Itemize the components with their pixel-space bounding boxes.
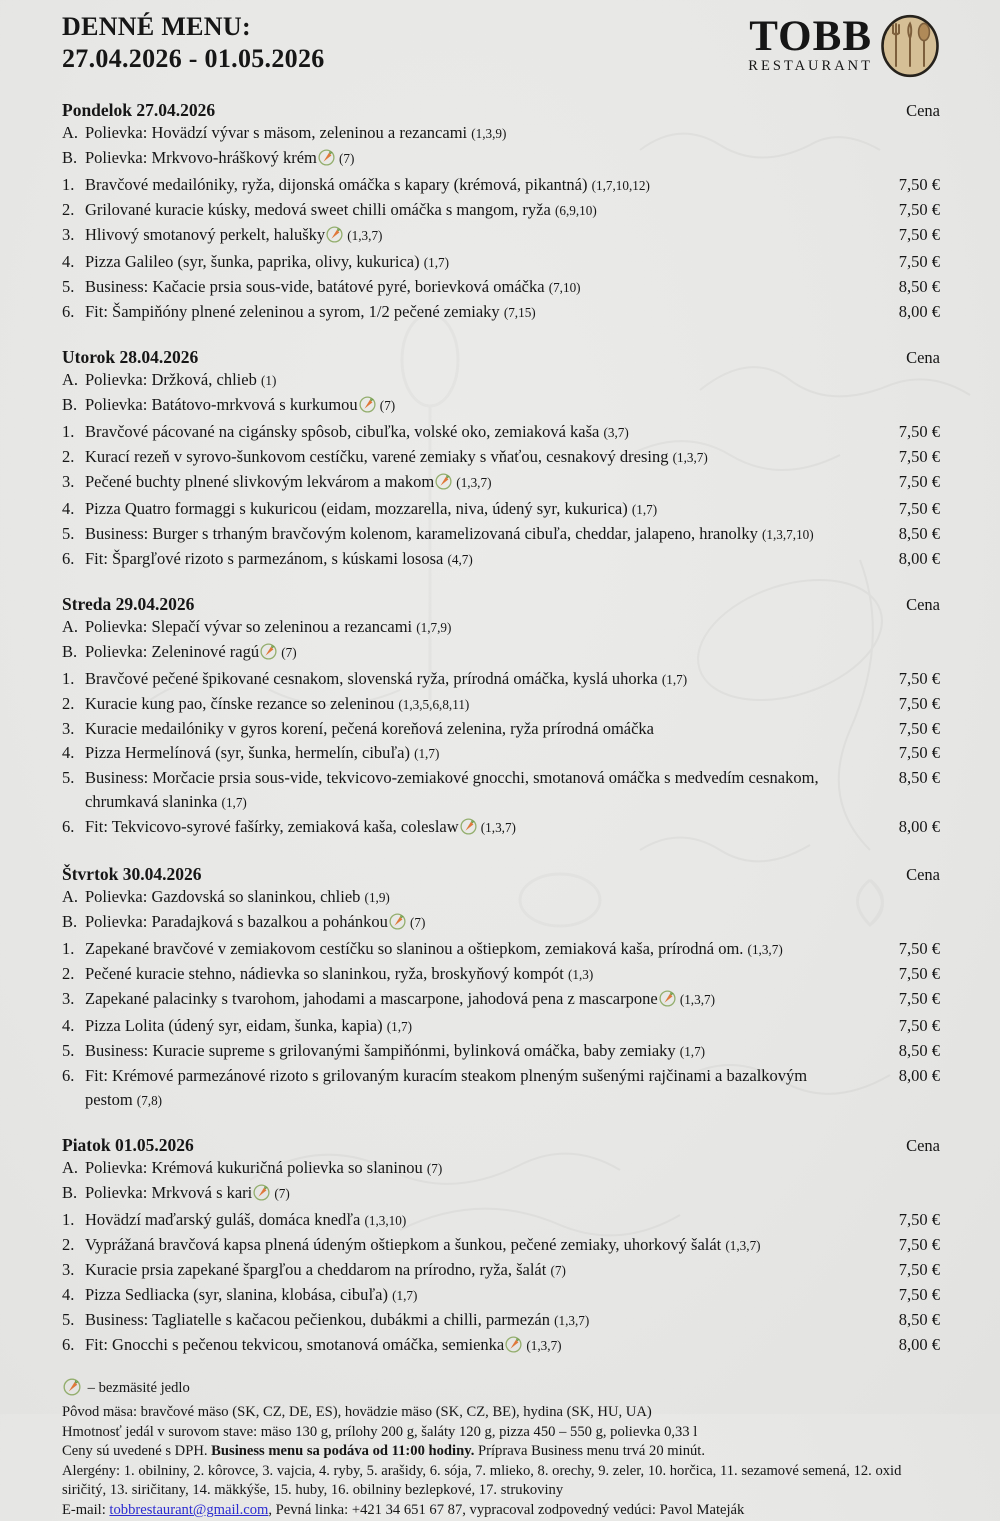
item-label: 3. bbox=[62, 989, 75, 1008]
item-price: 7,50 € bbox=[898, 175, 940, 194]
menu-date-range: 27.04.2026 - 01.05.2026 bbox=[62, 44, 325, 73]
item-allergens: (1,9) bbox=[364, 890, 390, 905]
item-text: Fit: Gnocchi s pečenou tekvicou, smotanová omáčka, semienka (1,3,7) bbox=[85, 1333, 864, 1360]
item-allergens: (4,7) bbox=[447, 552, 473, 567]
item-text: Fit: Tekvicovo-syrové fašírky, zemiaková kaša, coleslaw (1,3,7) bbox=[85, 815, 864, 842]
menu-item-row bbox=[62, 497, 940, 522]
day-section bbox=[62, 1135, 940, 1360]
item-label: 5. bbox=[62, 1041, 75, 1060]
item-label: B. bbox=[62, 912, 78, 931]
item-text: Fit: Špargľové rizoto s parmezánom, s kúskami lososa (4,7) bbox=[85, 549, 473, 568]
item-allergens: (1) bbox=[260, 373, 277, 388]
item-label: 4. bbox=[62, 743, 75, 762]
item-label: 5. bbox=[62, 1310, 75, 1329]
item-allergens: (7,10) bbox=[548, 280, 581, 295]
menu-item-row bbox=[62, 962, 940, 987]
pricing-line bbox=[62, 1442, 940, 1462]
item-label: 4. bbox=[62, 1285, 75, 1304]
item-label: B. bbox=[62, 642, 78, 661]
menu-item-row bbox=[62, 300, 940, 325]
item-label: B. bbox=[62, 148, 78, 167]
header bbox=[62, 10, 940, 78]
item-allergens: (1,3,7) bbox=[554, 1313, 590, 1328]
day-section bbox=[62, 594, 940, 842]
item-text: Polievka: Batátovo-mrkvová s kurkumou (7) bbox=[85, 393, 864, 420]
menu-item-row bbox=[62, 1156, 940, 1181]
item-allergens: (1,3,7) bbox=[679, 992, 715, 1007]
item-allergens: (1,3,7) bbox=[747, 942, 783, 957]
vegetarian-carrot-icon bbox=[359, 396, 376, 420]
item-text: Polievka: Slepačí vývar so zeleninou a rezancami (1,7,9) bbox=[85, 617, 452, 636]
item-text: Business: Burger s trhaným bravčovým kolenom, karamelizovaná cibuľa, cheddar, jalapeno, hranolky (1,3,7,10) bbox=[85, 524, 814, 543]
vegetarian-carrot-icon bbox=[260, 643, 277, 667]
menu-item-row bbox=[62, 1181, 940, 1208]
day-heading-row bbox=[62, 100, 940, 121]
item-text: Pizza Hermelínová (syr, šunka, hermelín, cibuľa) (1,7) bbox=[85, 743, 440, 762]
item-allergens: (1,3,5,6,8,11) bbox=[398, 697, 470, 712]
item-text: Pizza Lolita (údený syr, eidam, šunka, kapia) (1,7) bbox=[85, 1016, 413, 1035]
item-label: A. bbox=[62, 370, 79, 389]
day-heading-row bbox=[62, 1135, 940, 1156]
item-label: 3. bbox=[62, 719, 75, 738]
item-text: Fit: Krémové parmezánové rizoto s grilovaným kuracím steakom plneným sušenými rajčinami a bazalkovým pestom (7,8) bbox=[85, 1066, 808, 1109]
item-allergens: (1,3) bbox=[567, 967, 594, 982]
item-label: 2. bbox=[62, 200, 75, 219]
menu-item-row bbox=[62, 121, 940, 146]
vegetarian-carrot-icon bbox=[389, 913, 406, 937]
vegetarian-carrot-icon bbox=[435, 473, 452, 497]
item-allergens: (1,3,9) bbox=[471, 126, 507, 141]
price-column-header: Cena bbox=[906, 1136, 940, 1155]
item-text: Kurací rezeň v syrovo-šunkovom cestíčku, varené zemiaky s vňaťou, cesnakový dresing (1,3,7) bbox=[85, 447, 708, 466]
item-allergens: (6,9,10) bbox=[554, 203, 597, 218]
menu-item-row bbox=[62, 640, 940, 667]
item-price: 8,00 € bbox=[898, 302, 940, 321]
day-heading: Pondelok 27.04.2026 bbox=[62, 100, 216, 120]
item-price: 7,50 € bbox=[898, 422, 940, 441]
item-text: Fit: Šampiňóny plnené zeleninou a syrom, 1/2 pečené zemiaky (7,15) bbox=[85, 302, 536, 321]
item-allergens: (1,7) bbox=[661, 672, 688, 687]
item-text: Polievka: Hovädzí vývar s mäsom, zeleninou a rezancami (1,3,9) bbox=[85, 123, 507, 142]
menu-item-row bbox=[62, 937, 940, 962]
item-label: 5. bbox=[62, 277, 75, 296]
item-label: A. bbox=[62, 1158, 79, 1177]
item-text: Polievka: Gazdovská so slaninkou, chlieb (1,9) bbox=[85, 887, 390, 906]
item-label: 5. bbox=[62, 768, 75, 787]
item-allergens: (1,3,7) bbox=[456, 475, 492, 490]
menu-item-row bbox=[62, 717, 940, 741]
item-text: Zapekané bravčové v zemiakovom cestíčku so slaninou a oštiepkom, zemiaková kaša, prírodná om. (1,3,7) bbox=[85, 939, 783, 958]
item-allergens: (7) bbox=[550, 1263, 566, 1278]
menu-item-row bbox=[62, 470, 940, 497]
item-label: 1. bbox=[62, 1210, 75, 1229]
footer bbox=[62, 1378, 940, 1521]
item-label: 6. bbox=[62, 302, 75, 321]
menu-item-row bbox=[62, 547, 940, 572]
item-price: 7,50 € bbox=[898, 225, 940, 244]
item-label: 2. bbox=[62, 1235, 75, 1254]
item-allergens: (7) bbox=[379, 398, 396, 413]
item-price: 8,50 € bbox=[898, 1041, 940, 1060]
price-column-header: Cena bbox=[906, 348, 940, 367]
item-label: 2. bbox=[62, 447, 75, 466]
price-column-header: Cena bbox=[906, 595, 940, 614]
day-section bbox=[62, 100, 940, 325]
item-label: 6. bbox=[62, 817, 75, 836]
item-label: 1. bbox=[62, 669, 75, 688]
weights-line: Hmotnosť jedál v surovom stave: mäso 130 g, prílohy 200 g, šaláty 120 g, pizza 450 – 550 g, polievka 0,33 l bbox=[62, 1423, 698, 1440]
item-label: B. bbox=[62, 395, 78, 414]
day-section bbox=[62, 347, 940, 572]
menu-title: DENNÉ MENU: bbox=[62, 12, 251, 41]
item-label: 5. bbox=[62, 524, 75, 543]
item-text: Polievka: Zeleninové ragú (7) bbox=[85, 640, 864, 667]
item-label: 3. bbox=[62, 1260, 75, 1279]
item-price: 7,50 € bbox=[898, 252, 940, 271]
item-text: Hlivový smotanový perkelt, halušky (1,3,7) bbox=[85, 223, 864, 250]
item-allergens: (1,3,7) bbox=[672, 450, 708, 465]
item-text: Kuracie kung pao, čínske rezance so zeleninou (1,3,5,6,8,11) bbox=[85, 694, 470, 713]
day-heading-row bbox=[62, 594, 940, 615]
price-column-header: Cena bbox=[906, 101, 940, 120]
item-price: 7,50 € bbox=[898, 1016, 940, 1035]
menu-item-row bbox=[62, 173, 940, 198]
item-price: 7,50 € bbox=[898, 989, 940, 1008]
item-text: Zapekané palacinky s tvarohom, jahodami a mascarpone, jahodová pena z mascarpone (1,3,7) bbox=[85, 987, 864, 1014]
menu-item-row bbox=[62, 692, 940, 717]
item-text: Polievka: Krémová kukuričná polievka so slaninou (7) bbox=[85, 1158, 443, 1177]
menu-item-row bbox=[62, 393, 940, 420]
item-text: Pečené kuracie stehno, nádievka so slaninkou, ryža, broskyňový kompót (1,3) bbox=[85, 964, 594, 983]
item-price: 7,50 € bbox=[898, 1260, 940, 1279]
item-price: 7,50 € bbox=[898, 472, 940, 491]
item-text: Business: Tagliatelle s kačacou pečienkou, dubákmi a chilli, parmezán (1,3,7) bbox=[85, 1310, 590, 1329]
vegetarian-carrot-icon bbox=[253, 1184, 270, 1208]
price-column-header: Cena bbox=[906, 865, 940, 884]
item-price: 7,50 € bbox=[898, 939, 940, 958]
item-allergens: (7,8) bbox=[136, 1093, 163, 1108]
item-label: A. bbox=[62, 887, 79, 906]
item-label: 1. bbox=[62, 175, 75, 194]
day-heading-row bbox=[62, 864, 940, 885]
veg-legend-text: – bezmäsité jedlo bbox=[87, 1380, 190, 1396]
item-price: 8,00 € bbox=[898, 549, 940, 568]
item-text: Bravčové pečené špikované cesnakom, slovenská ryža, prírodná omáčka, kyslá uhorka (1,7) bbox=[85, 669, 688, 688]
day-heading: Štvrtok 30.04.2026 bbox=[62, 864, 202, 884]
item-price: 8,00 € bbox=[898, 817, 940, 836]
item-price: 8,50 € bbox=[898, 1310, 940, 1329]
item-label: 4. bbox=[62, 1016, 75, 1035]
title-block bbox=[62, 10, 325, 74]
item-label: A. bbox=[62, 617, 79, 636]
item-label: 6. bbox=[62, 1066, 75, 1085]
email-label: E-mail: bbox=[62, 1501, 110, 1518]
menu-item-row bbox=[62, 1039, 940, 1064]
item-allergens: (1,3,7) bbox=[526, 1338, 562, 1353]
item-price: 7,50 € bbox=[898, 669, 940, 688]
menu-item-row bbox=[62, 1283, 940, 1308]
item-text: Polievka: Držková, chlieb (1) bbox=[85, 370, 277, 389]
menu-item-row bbox=[62, 741, 940, 766]
item-text: Hovädzí maďarský guláš, domáca knedľa (1,3,10) bbox=[85, 1210, 407, 1229]
item-label: 3. bbox=[62, 472, 75, 491]
item-allergens: (7) bbox=[410, 915, 426, 930]
item-price: 7,50 € bbox=[898, 499, 940, 518]
item-label: 6. bbox=[62, 549, 75, 568]
item-price: 7,50 € bbox=[898, 200, 940, 219]
logo-name: TOBB bbox=[749, 13, 872, 60]
item-text: Vyprážaná bravčová kapsa plnená údeným oštiepkom a šunkou, pečené zemiaky, uhorkový šalát (1,3,7) bbox=[85, 1235, 761, 1254]
menu-item-row bbox=[62, 198, 940, 223]
menu-item-row bbox=[62, 1208, 940, 1233]
menu-item-row bbox=[62, 615, 940, 640]
menu-item-row bbox=[62, 987, 940, 1014]
item-allergens: (1,7) bbox=[392, 1288, 418, 1303]
item-price: 7,50 € bbox=[898, 1235, 940, 1254]
menu-item-row bbox=[62, 420, 940, 445]
item-label: 2. bbox=[62, 694, 75, 713]
menu-item-row bbox=[62, 522, 940, 547]
item-text: Kuracie prsia zapekané špargľou a cheddarom na prírodno, ryža, šalát (7) bbox=[85, 1260, 566, 1279]
menu-item-row bbox=[62, 1308, 940, 1333]
item-text: Pizza Galileo (syr, šunka, paprika, olivy, kukurica) (1,7) bbox=[85, 252, 449, 271]
item-allergens: (7) bbox=[426, 1161, 443, 1176]
item-allergens: (3,7) bbox=[603, 425, 629, 440]
item-text: Bravčové pácované na cigánsky spôsob, cibuľka, volské oko, zemiaková kaša (3,7) bbox=[85, 422, 629, 441]
menu-item-row bbox=[62, 1333, 940, 1360]
item-allergens: (1,7,9) bbox=[416, 620, 452, 635]
item-price: 7,50 € bbox=[898, 694, 940, 713]
item-price: 8,00 € bbox=[898, 1335, 940, 1354]
contact-rest: , Pevná linka: +421 34 651 67 87, vypracoval zodpovedný vedúci: Pavol Mateják bbox=[268, 1501, 745, 1518]
meat-origin-line: Pôvod mäsa: bravčové mäso (SK, CZ, DE, ES), hovädzie mäso (SK, CZ, BE), hydina (SK, HU, UA) bbox=[62, 1404, 652, 1420]
item-price: 7,50 € bbox=[898, 743, 940, 762]
item-text: Pizza Sedliacka (syr, slanina, klobása, cibuľa) (1,7) bbox=[85, 1285, 418, 1304]
item-allergens: (7) bbox=[339, 151, 355, 166]
vegetarian-carrot-icon bbox=[505, 1336, 522, 1360]
item-allergens: (1,3,10) bbox=[364, 1213, 407, 1228]
restaurant-logo bbox=[748, 14, 940, 78]
day-heading: Streda 29.04.2026 bbox=[62, 594, 195, 614]
vegetarian-carrot-icon bbox=[326, 226, 343, 250]
menu-item-row bbox=[62, 368, 940, 393]
item-allergens: (1,7) bbox=[679, 1044, 706, 1059]
pricing-prefix: Ceny sú uvedené s DPH. bbox=[62, 1443, 212, 1460]
pricing-suffix: Príprava Business menu trvá 20 minút. bbox=[474, 1443, 705, 1460]
menu-days bbox=[62, 100, 940, 1360]
menu-item-row bbox=[62, 223, 940, 250]
item-price: 7,50 € bbox=[898, 447, 940, 466]
day-heading-row bbox=[62, 347, 940, 368]
item-allergens: (7) bbox=[281, 645, 297, 660]
item-price: 8,50 € bbox=[898, 524, 940, 543]
item-text: Bravčové medailóniky, ryža, dijonská omáčka s kapary (krémová, pikantná) (1,7,10,12) bbox=[85, 175, 650, 194]
item-text: Business: Morčacie prsia sous-vide, tekvicovo-zemiakové gnocchi, smotanová omáčka s medvedím cesnakom, chrumkavá slaninka (1,7) bbox=[85, 768, 819, 811]
logo-subtitle: RESTAURANT bbox=[748, 58, 873, 74]
item-label: 6. bbox=[62, 1335, 75, 1354]
logo-text bbox=[748, 13, 873, 75]
item-text: Grilované kuracie kúsky, medová sweet chilli omáčka s mangom, ryža (6,9,10) bbox=[85, 200, 597, 219]
menu-item-row bbox=[62, 1258, 940, 1283]
menu-item-row bbox=[62, 250, 940, 275]
item-label: A. bbox=[62, 123, 79, 142]
item-allergens: (1,7) bbox=[386, 1019, 413, 1034]
vegetarian-carrot-icon bbox=[63, 1378, 81, 1403]
menu-item-row bbox=[62, 1233, 940, 1258]
item-price: 8,50 € bbox=[898, 277, 940, 296]
item-text: Polievka: Paradajková s bazalkou a pohánkou (7) bbox=[85, 910, 864, 937]
item-allergens: (1,3,7) bbox=[725, 1238, 761, 1253]
item-text: Polievka: Mrkvová s kari (7) bbox=[85, 1181, 864, 1208]
menu-item-row bbox=[62, 1014, 940, 1039]
menu-item-row bbox=[62, 815, 940, 842]
day-heading: Piatok 01.05.2026 bbox=[62, 1135, 194, 1155]
menu-item-row bbox=[62, 667, 940, 692]
item-price: 7,50 € bbox=[898, 1210, 940, 1229]
menu-item-row bbox=[62, 275, 940, 300]
item-text: Business: Kačacie prsia sous-vide, batátové pyré, borievková omáčka (7,10) bbox=[85, 277, 581, 296]
item-allergens: (1,3,7) bbox=[480, 820, 516, 835]
vegetarian-carrot-icon bbox=[460, 818, 477, 842]
item-price: 7,50 € bbox=[898, 1285, 940, 1304]
item-label: B. bbox=[62, 1183, 78, 1202]
item-label: 1. bbox=[62, 422, 75, 441]
item-text: Business: Kuracie supreme s grilovanými šampiňónmi, bylinková omáčka, baby zemiaky (1,7) bbox=[85, 1041, 706, 1060]
item-text: Polievka: Mrkvovo-hráškový krém (7) bbox=[85, 146, 864, 173]
item-price: 7,50 € bbox=[898, 964, 940, 983]
menu-item-row bbox=[62, 146, 940, 173]
email-link[interactable]: tobbrestaurant@gmail.com bbox=[109, 1501, 269, 1518]
menu-item-row bbox=[62, 445, 940, 470]
menu-item-row bbox=[62, 766, 940, 815]
item-allergens: (1,3,7) bbox=[347, 228, 383, 243]
item-label: 1. bbox=[62, 939, 75, 958]
contact-line bbox=[62, 1501, 940, 1521]
item-price: 7,50 € bbox=[898, 719, 940, 738]
day-section bbox=[62, 864, 940, 1113]
item-allergens: (1,7) bbox=[423, 255, 449, 270]
day-heading: Utorok 28.04.2026 bbox=[62, 347, 199, 367]
item-allergens: (1,7,10,12) bbox=[591, 178, 650, 193]
vegetarian-carrot-icon bbox=[659, 990, 676, 1014]
item-label: 3. bbox=[62, 225, 75, 244]
item-text: Kuracie medailóniky v gyros korení, pečená koreňová zelenina, ryža prírodná omáčka bbox=[85, 719, 655, 738]
pricing-bold: Business menu sa podáva od 11:00 hodiny. bbox=[211, 1443, 475, 1460]
logo-cutlery-badge bbox=[880, 14, 940, 78]
item-label: 2. bbox=[62, 964, 75, 983]
item-allergens: (7) bbox=[274, 1186, 290, 1201]
item-text: Pečené buchty plnené slivkovým lekvárom a makom (1,3,7) bbox=[85, 470, 864, 497]
item-allergens: (1,7) bbox=[221, 795, 247, 810]
menu-item-row bbox=[62, 910, 940, 937]
item-allergens: (7,15) bbox=[503, 305, 536, 320]
item-price: 8,00 € bbox=[898, 1066, 940, 1085]
item-allergens: (1,7) bbox=[631, 502, 658, 517]
item-text: Pizza Quatro formaggi s kukuricou (eidam, mozzarella, niva, údený syr, kukurica) (1,7) bbox=[85, 499, 658, 518]
item-label: 4. bbox=[62, 499, 75, 518]
veg-legend bbox=[62, 1378, 940, 1403]
menu-item-row bbox=[62, 885, 940, 910]
menu-item-row bbox=[62, 1064, 940, 1113]
item-price: 8,50 € bbox=[898, 768, 940, 787]
allergens-line: Alergény: 1. obilniny, 2. kôrovce, 3. vajcia, 4. ryby, 5. arašidy, 6. sója, 7. mlieko, 8. orechy, 9. zeler, 10. horčica, 11. sezamové semená, 12. oxid siričitý, 13. siričitany, 14. mäkkýše, 15. huby, 16. obilniny bezlepkové, 17. strukoviny bbox=[62, 1462, 902, 1499]
item-label: 4. bbox=[62, 252, 75, 271]
vegetarian-carrot-icon bbox=[318, 149, 335, 173]
item-allergens: (1,7) bbox=[414, 746, 440, 761]
item-allergens: (1,3,7,10) bbox=[762, 527, 814, 542]
